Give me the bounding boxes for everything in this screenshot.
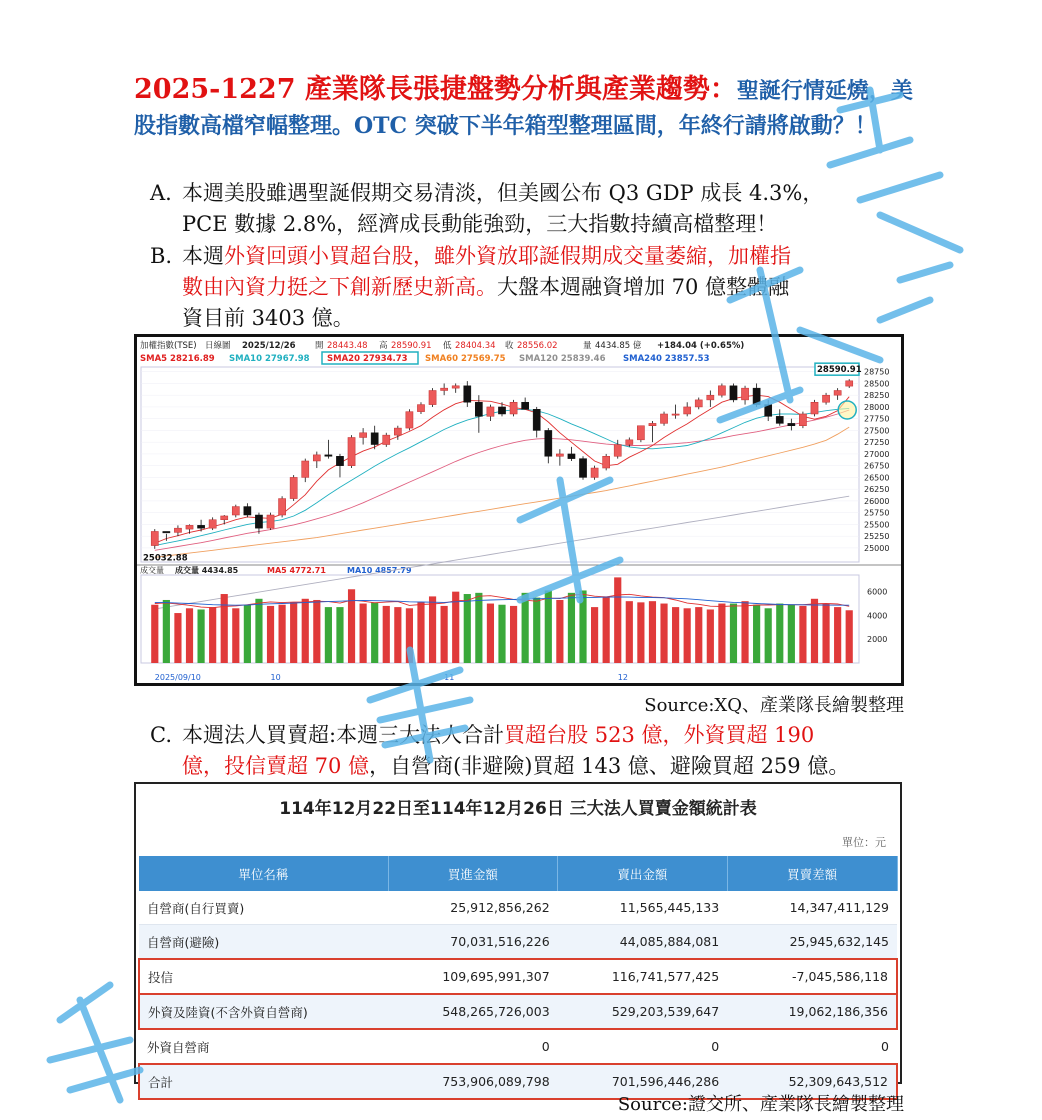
ma-label: SMA60 27569.75 [425,354,506,364]
row-sell: 44,085,884,081 [558,925,728,960]
volume-bar [579,590,586,663]
volume-bar [649,601,656,663]
price-tick-label: 27250 [864,438,890,448]
volume-bar [267,606,274,663]
candle-body [383,435,390,444]
volume-label: MA5 4772.71 [267,566,326,575]
candle-body [371,433,378,445]
candle-body [429,390,436,404]
candle-body [452,386,459,388]
volume-bar [660,604,667,663]
row-name: 自營商(自行買賣) [139,891,388,925]
volume-bar [406,608,413,663]
price-tick-label: 26750 [864,461,890,471]
candle-body [522,402,529,409]
header-buy: 買進金額 [388,856,558,891]
volume-bar [718,604,725,663]
volume-bar [221,594,228,663]
volume-bar [753,605,760,663]
table-row [139,891,897,925]
price-tick-label: 26500 [864,473,890,483]
candle-body [579,459,586,478]
candle-body [684,407,691,414]
volume-bar [336,607,343,663]
ma-label: SMA5 28216.89 [140,354,215,364]
table-header-row [139,856,897,891]
volume-bar [556,600,563,663]
volume-bar [603,596,610,663]
header-sell: 賣出金額 [558,856,728,891]
candle-body [186,525,193,529]
candle-body [290,477,297,498]
candle-body [360,433,367,438]
candle-body [660,414,667,423]
candle-body [232,507,239,515]
para-b-rest: 大盤本週融資增加 70 億整體融 [497,275,790,299]
row-name: 投信 [139,959,388,994]
volume-label: 成交量 4434.85 [175,566,239,575]
volume-label: MA10 4857.79 [347,566,412,575]
candle-body [753,388,760,404]
volume-bar [684,608,691,663]
candle-body [174,528,181,532]
paragraph-a [150,178,910,240]
chart-header-item: 2025/12/26 [242,341,296,351]
volume-bar [371,602,378,663]
table-source: Source:證交所、產業隊長繪製整理 [617,1094,904,1115]
volume-bar [475,593,482,663]
candle-body [221,516,228,520]
price-tick-label: 28500 [864,379,890,389]
candle-body [730,386,737,400]
candle-body [267,515,274,528]
volume-bar [174,613,181,663]
institutional-table-panel [134,782,902,1090]
candle-body [533,409,540,430]
chart-header-item: 28404.34 [455,341,496,351]
volume-bar [776,604,783,663]
volume-bar [244,605,251,663]
volume-bar [151,605,158,663]
volume-bar [846,610,853,663]
header-diff: 買賣差額 [727,856,897,891]
watermark-stroke [50,985,140,1100]
report-title [134,72,914,144]
header-name: 單位名稱 [139,856,388,891]
volume-label: 成交量 [140,566,164,575]
candle-body [163,531,170,532]
row-diff: 25,945,632,145 [727,925,897,960]
chart-header-item: 日線圖 [205,341,231,351]
volume-bar [741,601,748,663]
x-axis-label: 2025/09/10 [154,673,201,682]
candle-body [244,507,251,515]
volume-bar [533,598,540,663]
row-sell: 0 [558,1029,728,1064]
volume-bar [360,604,367,663]
volume-tick-label: 4000 [867,611,888,621]
price-tick-label: 27000 [864,449,890,459]
row-diff: -7,045,586,118 [727,959,897,994]
row-sell: 529,203,539,647 [558,994,728,1029]
chart-header-item: 高 [379,341,388,351]
volume-bar [383,606,390,663]
candle-body [846,381,853,386]
ma-label: SMA10 27967.98 [229,354,310,364]
candle-body [406,412,413,428]
para-a-line2: PCE 數據 2.8%，經濟成長動能強勁，三大指數持續高檔整理！ [182,212,778,236]
row-diff: 0 [727,1029,897,1064]
volume-bar [591,607,598,663]
volume-bar [290,602,297,663]
price-tick-label: 27750 [864,414,890,424]
chart-header-item: 加權指數(TSE) [140,341,197,351]
marker-b: B. [150,244,173,268]
volume-bar [186,608,193,663]
volume-bar [197,609,204,663]
volume-bar [498,605,505,663]
candle-body [556,454,563,456]
chart-header-item: 28590.91 [391,341,432,351]
volume-bar [313,600,320,663]
report-title-sub: 聖誕行情延燒，美股指數高檔窄幅整理。OTC 突破下半年箱型整理區間，年終行請將啟動？！ [134,78,913,139]
candle-body [707,395,714,400]
ma-label: SMA120 25839.46 [519,354,606,364]
candle-body [637,426,644,440]
candle-body [695,400,702,407]
candle-body [325,455,332,456]
row-buy: 753,906,089,798 [388,1064,558,1099]
price-tick-label: 25250 [864,532,890,542]
row-sell: 116,741,577,425 [558,959,728,994]
volume-bar [799,606,806,663]
price-tick-label: 26000 [864,496,890,506]
last-price-label: 28590.91 [817,365,862,376]
volume-bar [707,609,714,663]
volume-bar [255,599,262,663]
price-tick-label: 26250 [864,485,890,495]
candle-body [464,386,471,402]
volume-bar [163,600,170,663]
candle-body [510,402,517,414]
paragraph-c [150,720,910,782]
volume-bar [429,596,436,663]
ma-cross-highlight [838,401,856,419]
chart-header-item: 收 [505,341,514,351]
candle-body [788,423,795,425]
marker-c: C. [150,723,172,747]
candle-body [417,405,424,412]
row-name: 合計 [139,1064,388,1099]
para-b-red2: 數由內資力挺之下創新歷史新高。 [182,275,497,299]
volume-bar [626,601,633,663]
volume-bar [302,599,309,663]
candle-body [487,407,494,416]
chart-header-item: 量 [583,341,592,351]
candle-body [776,416,783,423]
candle-body [197,525,204,528]
candle-body [822,395,829,402]
volume-bar [394,607,401,663]
price-tick-label: 25750 [864,508,890,518]
para-b-pre: 本週 [182,244,224,268]
candle-body [614,445,621,457]
volume-bar [788,605,795,663]
volume-bar [672,607,679,663]
row-buy: 70,031,516,226 [388,925,558,960]
volume-tick-label: 2000 [867,635,888,645]
institutional-table [138,856,898,1100]
para-c-red1: 買超台股 523 億，外資買超 190 [504,723,815,747]
candle-body [302,461,309,477]
row-buy: 0 [388,1029,558,1064]
row-diff: 14,347,411,129 [727,891,897,925]
row-name: 自營商(避險) [139,925,388,960]
table-title: 114年12月22日至114年12月26日 三大法人買賣金額統計表 [279,799,757,819]
ma-label: SMA20 27934.73 [327,354,408,364]
volume-bar [614,577,621,663]
chart-header-item: 開 [315,341,324,351]
candle-body [545,430,552,456]
row-name: 外資及陸資(不含外資自營商) [139,994,388,1029]
volume-bar [325,607,332,663]
chart-header-item: 28443.48 [327,341,368,351]
price-tick-label: 25500 [864,520,890,530]
table-row [139,1029,897,1064]
volume-bar [568,593,575,663]
volume-bar [464,594,471,663]
volume-bar [441,606,448,663]
candle-body [834,390,841,395]
row-buy: 548,265,726,003 [388,994,558,1029]
candle-body [209,520,216,528]
row-name: 外資自營商 [139,1029,388,1064]
candle-body [799,414,806,426]
row-diff: 19,062,186,356 [727,994,897,1029]
low-price-label: 25032.88 [143,553,188,564]
candle-body [591,468,598,477]
para-a-line1: 本週美股雖遇聖誕假期交易清淡，但美國公布 Q3 GDP 成長 4.3%， [182,181,824,205]
volume-bar [487,604,494,663]
table-row-highlighted [139,994,897,1029]
volume-bar [417,602,424,663]
volume-bar [545,590,552,663]
chart-header-item: +184.04 (+0.65%) [657,341,745,351]
volume-bar [811,599,818,663]
candle-body [649,423,656,425]
candle-body [255,515,262,528]
candle-body [718,386,725,395]
ma-label: SMA240 23857.53 [623,354,710,364]
price-tick-label: 28000 [864,402,890,412]
candle-body [475,402,482,416]
para-c-rest: ，自營商(非避險)買超 143 億、避險買超 259 億。 [369,754,850,778]
price-tick-label: 25000 [864,543,890,553]
volume-bar [637,602,644,663]
price-tick-label: 27500 [864,426,890,436]
candle-body [313,455,320,461]
volume-bar [510,606,517,663]
volume-tick-label: 6000 [867,587,888,597]
candle-body [811,402,818,414]
x-axis-label: 12 [617,673,628,682]
table-unit: 單位：元 [842,836,886,849]
volume-bar [232,608,239,663]
candle-body [626,440,633,445]
chart-source: Source:XQ、產業隊長繪製整理 [644,695,904,716]
chart-header-item: 低 [443,341,452,351]
candle-body [603,456,610,468]
candle-body [151,531,158,545]
volume-bar [209,607,216,663]
row-diff: 52,309,643,512 [727,1064,897,1099]
candle-body [765,405,772,417]
chart-header-item: 4434.85 億 [595,341,642,351]
para-b-line3: 資目前 3403 億。 [182,306,354,330]
volume-bar [765,608,772,663]
chart-header-item: 28556.02 [517,341,558,351]
volume-bar [695,607,702,663]
volume-bar [522,593,529,663]
row-sell: 11,565,445,133 [558,891,728,925]
candle-body [336,456,343,465]
table-row-highlighted [139,959,897,994]
x-axis-label: 11 [444,673,455,682]
volume-bar [730,604,737,663]
paragraph-b [150,241,910,334]
volume-bar [822,604,829,663]
para-c-red2: 億，投信賣超 70 億 [182,754,370,778]
para-c-pre: 本週法人買賣超:本週三大法人合計 [182,723,505,747]
price-tick-label: 28250 [864,391,890,401]
volume-bar [834,607,841,663]
table-row [139,925,897,960]
chart-svg [137,337,901,683]
candle-body [672,414,679,415]
row-buy: 109,695,991,307 [388,959,558,994]
x-axis-label: 10 [270,673,281,682]
volume-bar [279,605,286,663]
candle-body [279,499,286,515]
row-buy: 25,912,856,262 [388,891,558,925]
row-sell: 701,596,446,286 [558,1064,728,1099]
candle-body [441,388,448,390]
candle-body [741,388,748,400]
stock-chart [134,334,904,686]
candle-body [498,407,505,414]
candle-body [568,454,575,459]
candle-body [348,437,355,465]
price-tick-label: 28750 [864,367,890,377]
candle-body [394,428,401,435]
marker-a: A. [150,181,172,205]
para-b-red1: 外資回頭小買超台股，雖外資放耶誕假期成交量萎縮，加權指 [224,244,791,268]
report-title-main: 2025-1227 產業隊長張捷盤勢分析與產業趨勢： [134,74,737,105]
